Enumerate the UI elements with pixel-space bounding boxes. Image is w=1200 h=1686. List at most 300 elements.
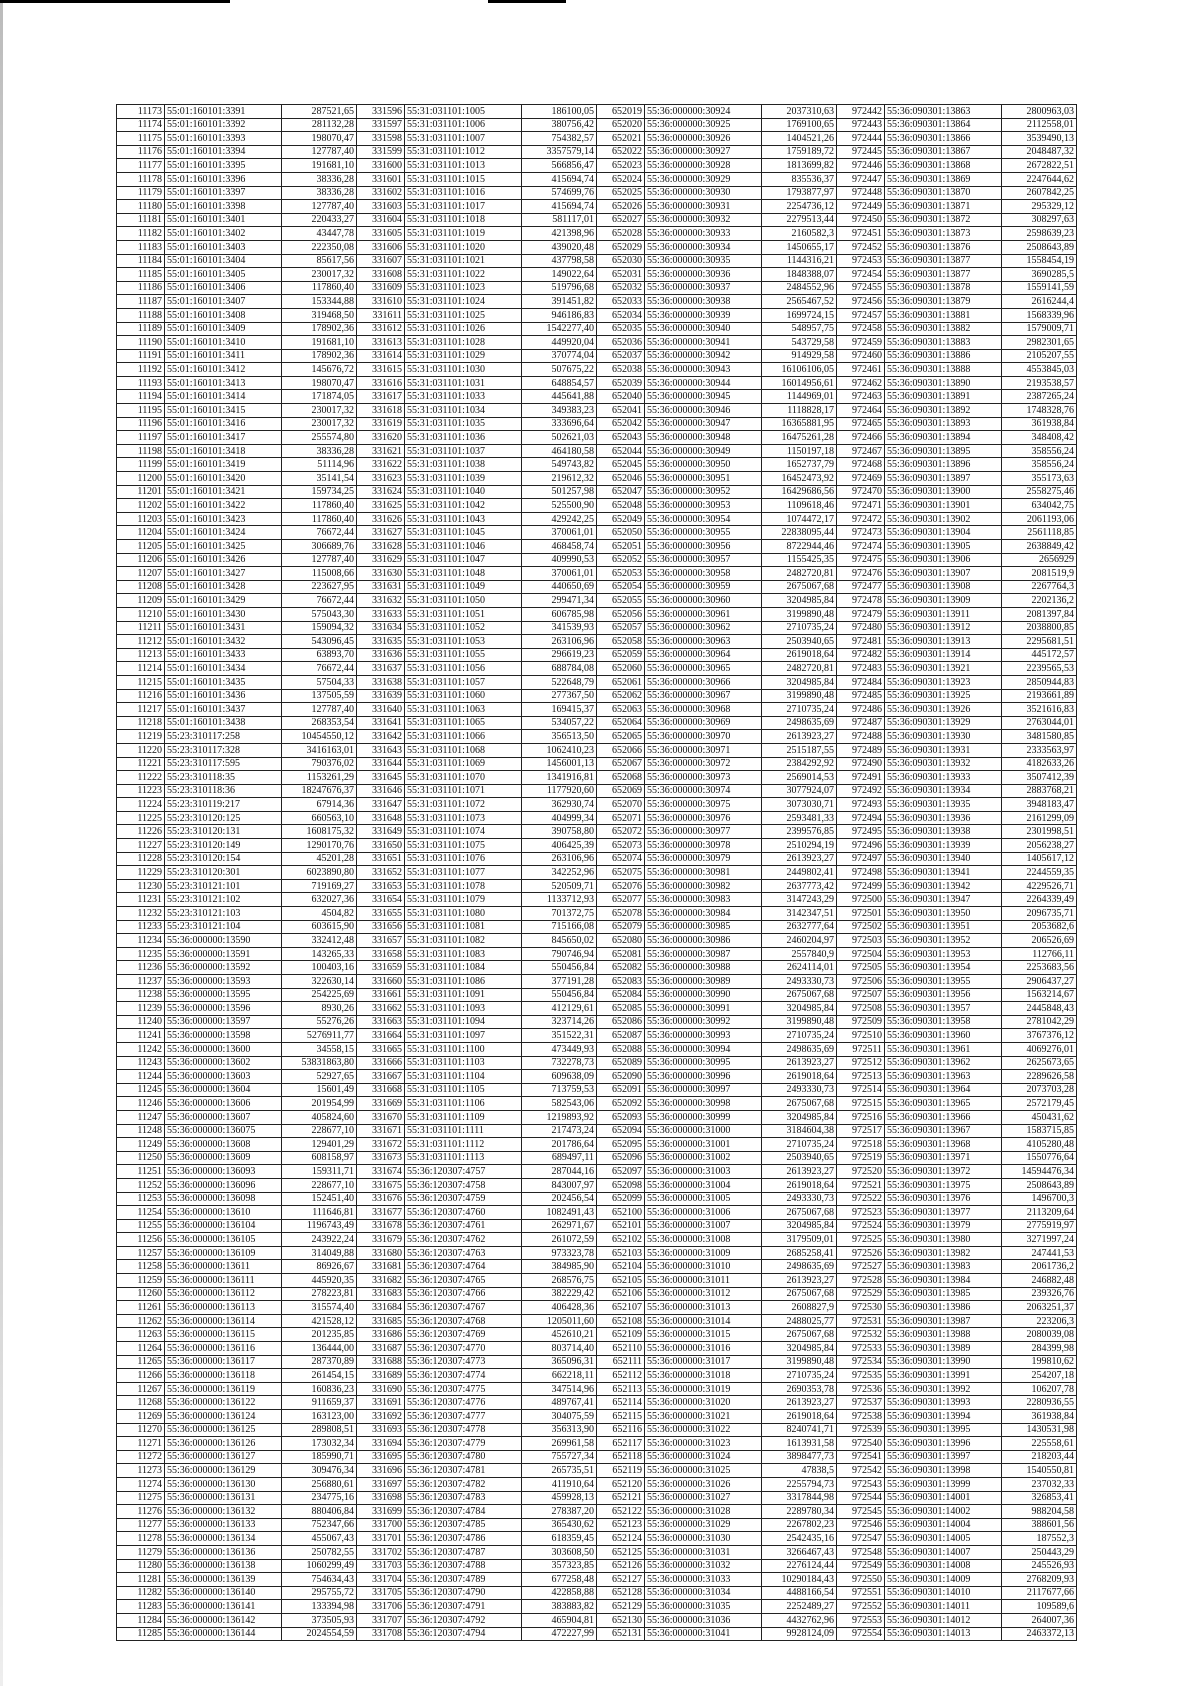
table-row [117, 1165, 357, 1179]
cadastral-number: 55:31:031101:1060 [405, 689, 522, 703]
table-row [837, 336, 1077, 350]
row-id: 331685 [357, 1314, 405, 1328]
table-row [357, 105, 597, 119]
row-id: 652034 [597, 308, 645, 322]
table-row [597, 145, 837, 159]
cadastral-number: 55:31:031101:1037 [405, 444, 522, 458]
row-id: 652110 [597, 1342, 645, 1356]
row-id: 652130 [597, 1613, 645, 1627]
register-table-3 [596, 104, 837, 1641]
cadastral-value: 2565467,52 [762, 295, 837, 309]
cadastral-number: 55:36:120307:4783 [405, 1491, 522, 1505]
cadastral-number: 55:01:160101:3395 [165, 159, 282, 173]
cadastral-number: 55:36:090301:14007 [885, 1545, 1002, 1559]
row-id: 652019 [597, 105, 645, 119]
table-row [597, 390, 837, 404]
table-row [597, 472, 837, 486]
table-row [837, 1056, 1077, 1070]
cadastral-number: 55:36:090301:13971 [885, 1151, 1002, 1165]
row-id: 331677 [357, 1206, 405, 1220]
table-row [117, 567, 357, 581]
cadastral-value: 3179509,01 [762, 1233, 837, 1247]
table-row [357, 1600, 597, 1614]
cadastral-number: 55:36:090301:13984 [885, 1274, 1002, 1288]
row-id: 331657 [357, 934, 405, 948]
cadastral-value: 199810,62 [1002, 1355, 1077, 1369]
cadastral-value: 268576,75 [522, 1274, 597, 1288]
cadastral-number: 55:36:090301:13891 [885, 390, 1002, 404]
cadastral-value: 754634,43 [282, 1573, 357, 1587]
cadastral-number: 55:36:000000:30945 [645, 390, 762, 404]
table-row [597, 376, 837, 390]
cadastral-value: 34558,15 [282, 1042, 357, 1056]
cadastral-number: 55:36:000000:30953 [645, 499, 762, 513]
row-id: 652119 [597, 1464, 645, 1478]
row-id: 972490 [837, 757, 885, 771]
row-id: 972501 [837, 907, 885, 921]
row-id: 972488 [837, 730, 885, 744]
table-row [117, 213, 357, 227]
table-row [357, 1369, 597, 1383]
table-row [117, 920, 357, 934]
table-row [357, 159, 597, 173]
table-row [357, 322, 597, 336]
row-id: 972446 [837, 159, 885, 173]
row-id: 652123 [597, 1518, 645, 1532]
row-id: 331643 [357, 743, 405, 757]
row-id: 11233 [117, 920, 165, 934]
cadastral-number: 55:36:000000:30948 [645, 431, 762, 445]
cadastral-number: 55:31:031101:1024 [405, 295, 522, 309]
cadastral-value: 549743,82 [522, 458, 597, 472]
table-row [357, 730, 597, 744]
cadastral-number: 55:36:000000:31023 [645, 1437, 762, 1451]
table-row [117, 1246, 357, 1260]
cadastral-value: 843007,97 [522, 1178, 597, 1192]
row-id: 652078 [597, 907, 645, 921]
cadastral-value: 2449802,41 [762, 866, 837, 880]
row-id: 331607 [357, 254, 405, 268]
row-id: 972551 [837, 1586, 885, 1600]
table-row [597, 186, 837, 200]
register-table-4 [836, 104, 1077, 1641]
cadastral-value: 464180,58 [522, 444, 597, 458]
table-row [597, 798, 837, 812]
cadastral-number: 55:36:000000:30928 [645, 159, 762, 173]
table-row [837, 526, 1077, 540]
cadastral-value: 129401,29 [282, 1138, 357, 1152]
row-id: 11235 [117, 947, 165, 961]
table-row [837, 716, 1077, 730]
table-row [117, 499, 357, 513]
cadastral-value: 522648,79 [522, 675, 597, 689]
cadastral-number: 55:31:031101:1086 [405, 975, 522, 989]
cadastral-number: 55:31:031101:1036 [405, 431, 522, 445]
cadastral-value: 2515187,55 [762, 743, 837, 757]
cadastral-number: 55:36:000000:136122 [165, 1396, 282, 1410]
cadastral-number: 55:36:000000:31003 [645, 1165, 762, 1179]
cadastral-number: 55:36:000000:30938 [645, 295, 762, 309]
cadastral-number: 55:36:000000:136138 [165, 1559, 282, 1573]
cadastral-value: 411910,64 [522, 1477, 597, 1491]
cadastral-value: 835536,37 [762, 172, 837, 186]
cadastral-value: 16429686,56 [762, 485, 837, 499]
cadastral-number: 55:23:310120:301 [165, 866, 282, 880]
row-id: 652051 [597, 540, 645, 554]
row-id: 652100 [597, 1206, 645, 1220]
cadastral-value: 719169,27 [282, 879, 357, 893]
row-id: 652073 [597, 839, 645, 853]
cadastral-number: 55:31:031101:1111 [405, 1124, 522, 1138]
row-id: 331617 [357, 390, 405, 404]
table-row [357, 1206, 597, 1220]
row-id: 331636 [357, 648, 405, 662]
cadastral-value: 245526,93 [1002, 1559, 1077, 1573]
table-row [837, 907, 1077, 921]
table-row [117, 512, 357, 526]
cadastral-number: 55:36:000000:31032 [645, 1559, 762, 1573]
table-row [837, 784, 1077, 798]
cadastral-number: 55:36:000000:13598 [165, 1029, 282, 1043]
table-row [117, 934, 357, 948]
table-row [357, 553, 597, 567]
cadastral-number: 55:36:090301:13912 [885, 621, 1002, 635]
table-row [597, 172, 837, 186]
cadastral-value: 1542277,40 [522, 322, 597, 336]
cadastral-number: 55:36:000000:30958 [645, 567, 762, 581]
table-row [837, 689, 1077, 703]
row-id: 972494 [837, 811, 885, 825]
cadastral-value: 2193538,57 [1002, 376, 1077, 390]
table-row [597, 1613, 837, 1627]
table-row [357, 1151, 597, 1165]
row-id: 11187 [117, 295, 165, 309]
table-row [837, 1287, 1077, 1301]
row-id: 652047 [597, 485, 645, 499]
table-row [357, 1029, 597, 1043]
cadastral-number: 55:36:090301:13901 [885, 499, 1002, 513]
cadastral-number: 55:01:160101:3430 [165, 607, 282, 621]
table-row [597, 526, 837, 540]
cadastral-value: 106207,78 [1002, 1382, 1077, 1396]
cadastral-number: 55:31:031101:1026 [405, 322, 522, 336]
table-row [837, 1437, 1077, 1451]
cadastral-number: 55:36:000000:30951 [645, 472, 762, 486]
cadastral-value: 2202136,2 [1002, 594, 1077, 608]
row-id: 331634 [357, 621, 405, 635]
cadastral-value: 1558454,19 [1002, 254, 1077, 268]
cadastral-number: 55:31:031101:1046 [405, 540, 522, 554]
cadastral-number: 55:31:031101:1012 [405, 145, 522, 159]
table-row [837, 893, 1077, 907]
row-id: 331620 [357, 431, 405, 445]
table-row [597, 553, 837, 567]
cadastral-number: 55:36:090301:13968 [885, 1138, 1002, 1152]
scan-mark [0, 0, 230, 3]
row-id: 11262 [117, 1314, 165, 1328]
cadastral-value: 3767376,12 [1002, 1029, 1077, 1043]
cadastral-value: 362930,74 [522, 798, 597, 812]
table-row [837, 839, 1077, 853]
cadastral-value: 127787,40 [282, 145, 357, 159]
row-id: 652039 [597, 376, 645, 390]
cadastral-value: 2252489,27 [762, 1600, 837, 1614]
cadastral-value: 127787,40 [282, 200, 357, 214]
table-row [117, 1627, 357, 1641]
table-row [117, 458, 357, 472]
row-id: 652022 [597, 145, 645, 159]
cadastral-value: 3204985,84 [762, 594, 837, 608]
table-row [597, 499, 837, 513]
row-id: 11180 [117, 200, 165, 214]
row-id: 11216 [117, 689, 165, 703]
row-id: 331616 [357, 376, 405, 390]
cadastral-number: 55:01:160101:3420 [165, 472, 282, 486]
table-row [597, 730, 837, 744]
cadastral-value: 2482720,81 [762, 662, 837, 676]
cadastral-number: 55:01:160101:3418 [165, 444, 282, 458]
row-id: 972454 [837, 268, 885, 282]
table-row [357, 675, 597, 689]
cadastral-number: 55:36:090301:13905 [885, 540, 1002, 554]
row-id: 11265 [117, 1355, 165, 1369]
cadastral-number: 55:36:000000:136112 [165, 1287, 282, 1301]
cadastral-value: 3073030,71 [762, 798, 837, 812]
table-row [597, 349, 837, 363]
cadastral-number: 55:31:031101:1106 [405, 1097, 522, 1111]
cadastral-value: 2625673,65 [1002, 1056, 1077, 1070]
cadastral-value: 1769100,65 [762, 118, 837, 132]
cadastral-value: 149022,64 [522, 268, 597, 282]
cadastral-number: 55:36:090301:14004 [885, 1518, 1002, 1532]
cadastral-value: 383883,82 [522, 1600, 597, 1614]
cadastral-number: 55:36:000000:31012 [645, 1287, 762, 1301]
table-row [357, 1192, 597, 1206]
row-id: 652033 [597, 295, 645, 309]
cadastral-value: 281132,28 [282, 118, 357, 132]
cadastral-number: 55:31:031101:1056 [405, 662, 522, 676]
cadastral-value: 439020,48 [522, 240, 597, 254]
table-row [357, 336, 597, 350]
cadastral-value: 520509,71 [522, 879, 597, 893]
cadastral-value: 4229526,71 [1002, 879, 1077, 893]
cadastral-number: 55:36:000000:30926 [645, 132, 762, 146]
row-id: 652118 [597, 1450, 645, 1464]
cadastral-value: 223206,3 [1002, 1314, 1077, 1328]
table-row [597, 1423, 837, 1437]
cadastral-number: 55:01:160101:3432 [165, 635, 282, 649]
cadastral-value: 45201,28 [282, 852, 357, 866]
row-id: 652115 [597, 1410, 645, 1424]
table-row [837, 1423, 1077, 1437]
cadastral-number: 55:36:090301:13871 [885, 200, 1002, 214]
cadastral-value: 455067,43 [282, 1532, 357, 1546]
row-id: 11211 [117, 621, 165, 635]
cadastral-number: 55:36:090301:13882 [885, 322, 1002, 336]
cadastral-number: 55:36:090301:13902 [885, 512, 1002, 526]
cadastral-number: 55:36:120307:4764 [405, 1260, 522, 1274]
row-id: 11210 [117, 607, 165, 621]
row-id: 652070 [597, 798, 645, 812]
table-row [117, 1586, 357, 1600]
table-row [357, 662, 597, 676]
cadastral-number: 55:23:310120:131 [165, 825, 282, 839]
table-row [837, 1233, 1077, 1247]
cadastral-number: 55:01:160101:3408 [165, 308, 282, 322]
table-row [117, 1206, 357, 1220]
table-row [597, 1559, 837, 1573]
cadastral-number: 55:01:160101:3435 [165, 675, 282, 689]
cadastral-number: 55:36:000000:31006 [645, 1206, 762, 1220]
cadastral-number: 55:36:000000:31036 [645, 1613, 762, 1627]
row-id: 972520 [837, 1165, 885, 1179]
cadastral-value: 3204985,84 [762, 1342, 837, 1356]
cadastral-value: 4069276,01 [1002, 1042, 1077, 1056]
row-id: 652036 [597, 336, 645, 350]
row-id: 652125 [597, 1545, 645, 1559]
cadastral-value: 243922,24 [282, 1233, 357, 1247]
table-row [117, 1056, 357, 1070]
table-row [117, 594, 357, 608]
cadastral-value: 2906437,27 [1002, 975, 1077, 989]
cadastral-value: 2982301,65 [1002, 336, 1077, 350]
cadastral-number: 55:36:090301:13980 [885, 1233, 1002, 1247]
row-id: 11173 [117, 105, 165, 119]
cadastral-value: 1074472,17 [762, 512, 837, 526]
cadastral-value: 2117677,66 [1002, 1586, 1077, 1600]
cadastral-value: 2096735,71 [1002, 907, 1077, 921]
table-row [357, 580, 597, 594]
row-id: 652020 [597, 118, 645, 132]
cadastral-number: 55:31:031101:1039 [405, 472, 522, 486]
row-id: 11227 [117, 839, 165, 853]
row-id: 331661 [357, 988, 405, 1002]
cadastral-number: 55:31:031101:1078 [405, 879, 522, 893]
cadastral-number: 55:36:000000:31005 [645, 1192, 762, 1206]
row-id: 331690 [357, 1382, 405, 1396]
table-row [117, 1042, 357, 1056]
row-id: 11272 [117, 1450, 165, 1464]
row-id: 652062 [597, 689, 645, 703]
cadastral-value: 357323,85 [522, 1559, 597, 1573]
row-id: 331671 [357, 1124, 405, 1138]
row-id: 652046 [597, 472, 645, 486]
table-row [357, 526, 597, 540]
cadastral-number: 55:36:120307:4777 [405, 1410, 522, 1424]
cadastral-number: 55:36:090301:13983 [885, 1260, 1002, 1274]
table-row [357, 852, 597, 866]
row-id: 652021 [597, 132, 645, 146]
table-row [357, 499, 597, 513]
table-row [597, 1396, 837, 1410]
cadastral-value: 57504,33 [282, 675, 357, 689]
row-id: 11256 [117, 1233, 165, 1247]
cadastral-value: 109589,6 [1002, 1600, 1077, 1614]
cadastral-value: 2763044,01 [1002, 716, 1077, 730]
table-row [597, 961, 837, 975]
cadastral-number: 55:36:000000:13609 [165, 1151, 282, 1165]
row-id: 652052 [597, 553, 645, 567]
row-id: 11192 [117, 363, 165, 377]
row-id: 652090 [597, 1070, 645, 1084]
row-id: 331682 [357, 1274, 405, 1288]
cadastral-number: 55:36:090301:13913 [885, 635, 1002, 649]
cadastral-number: 55:36:000000:30974 [645, 784, 762, 798]
cadastral-number: 55:36:000000:136139 [165, 1573, 282, 1587]
cadastral-number: 55:36:000000:30960 [645, 594, 762, 608]
table-row [117, 825, 357, 839]
row-id: 972492 [837, 784, 885, 798]
cadastral-number: 55:36:000000:136104 [165, 1219, 282, 1233]
cadastral-value: 2460204,97 [762, 934, 837, 948]
row-id: 652112 [597, 1369, 645, 1383]
row-id: 972504 [837, 947, 885, 961]
row-id: 331697 [357, 1477, 405, 1491]
cadastral-number: 55:36:000000:30944 [645, 376, 762, 390]
row-id: 972478 [837, 594, 885, 608]
table-row [597, 363, 837, 377]
cadastral-number: 55:36:000000:31001 [645, 1138, 762, 1152]
cadastral-value: 1196743,49 [282, 1219, 357, 1233]
row-id: 652063 [597, 703, 645, 717]
cadastral-value: 2632777,64 [762, 920, 837, 934]
row-id: 11190 [117, 336, 165, 350]
cadastral-value: 415694,74 [522, 172, 597, 186]
table-row [837, 213, 1077, 227]
table-row [357, 1219, 597, 1233]
cadastral-value: 228677,10 [282, 1178, 357, 1192]
cadastral-value: 18247676,37 [282, 784, 357, 798]
table-row [357, 390, 597, 404]
cadastral-number: 55:31:031101:1031 [405, 376, 522, 390]
table-row [117, 118, 357, 132]
cadastral-number: 55:36:000000:30955 [645, 526, 762, 540]
cadastral-number: 55:36:090301:14005 [885, 1532, 1002, 1546]
cadastral-number: 55:36:090301:13962 [885, 1056, 1002, 1070]
cadastral-number: 55:36:000000:31002 [645, 1151, 762, 1165]
cadastral-value: 662218,11 [522, 1369, 597, 1383]
cadastral-number: 55:36:090301:13893 [885, 417, 1002, 431]
table-row [597, 200, 837, 214]
cadastral-number: 55:31:031101:1019 [405, 227, 522, 241]
cadastral-number: 55:36:000000:13596 [165, 1002, 282, 1016]
cadastral-number: 55:36:000000:31015 [645, 1328, 762, 1342]
cadastral-value: 111646,81 [282, 1206, 357, 1220]
cadastral-number: 55:36:090301:13881 [885, 308, 1002, 322]
cadastral-number: 55:31:031101:1025 [405, 308, 522, 322]
row-id: 652104 [597, 1260, 645, 1274]
cadastral-number: 55:36:090301:14011 [885, 1600, 1002, 1614]
table-row [117, 607, 357, 621]
row-id: 11269 [117, 1410, 165, 1424]
table-row [117, 1382, 357, 1396]
row-id: 972450 [837, 213, 885, 227]
cadastral-value: 2493330,73 [762, 1192, 837, 1206]
cadastral-value: 1748328,76 [1002, 404, 1077, 418]
table-row [597, 1097, 837, 1111]
table-row [117, 1613, 357, 1627]
cadastral-number: 55:36:120307:4767 [405, 1301, 522, 1315]
row-id: 972493 [837, 798, 885, 812]
cadastral-value: 2672822,51 [1002, 159, 1077, 173]
cadastral-value: 409990,53 [522, 553, 597, 567]
cadastral-value: 450431,62 [1002, 1110, 1077, 1124]
cadastral-number: 55:36:000000:30946 [645, 404, 762, 418]
table-row [117, 648, 357, 662]
table-row [117, 1450, 357, 1464]
cadastral-number: 55:36:090301:13961 [885, 1042, 1002, 1056]
row-id: 11178 [117, 172, 165, 186]
